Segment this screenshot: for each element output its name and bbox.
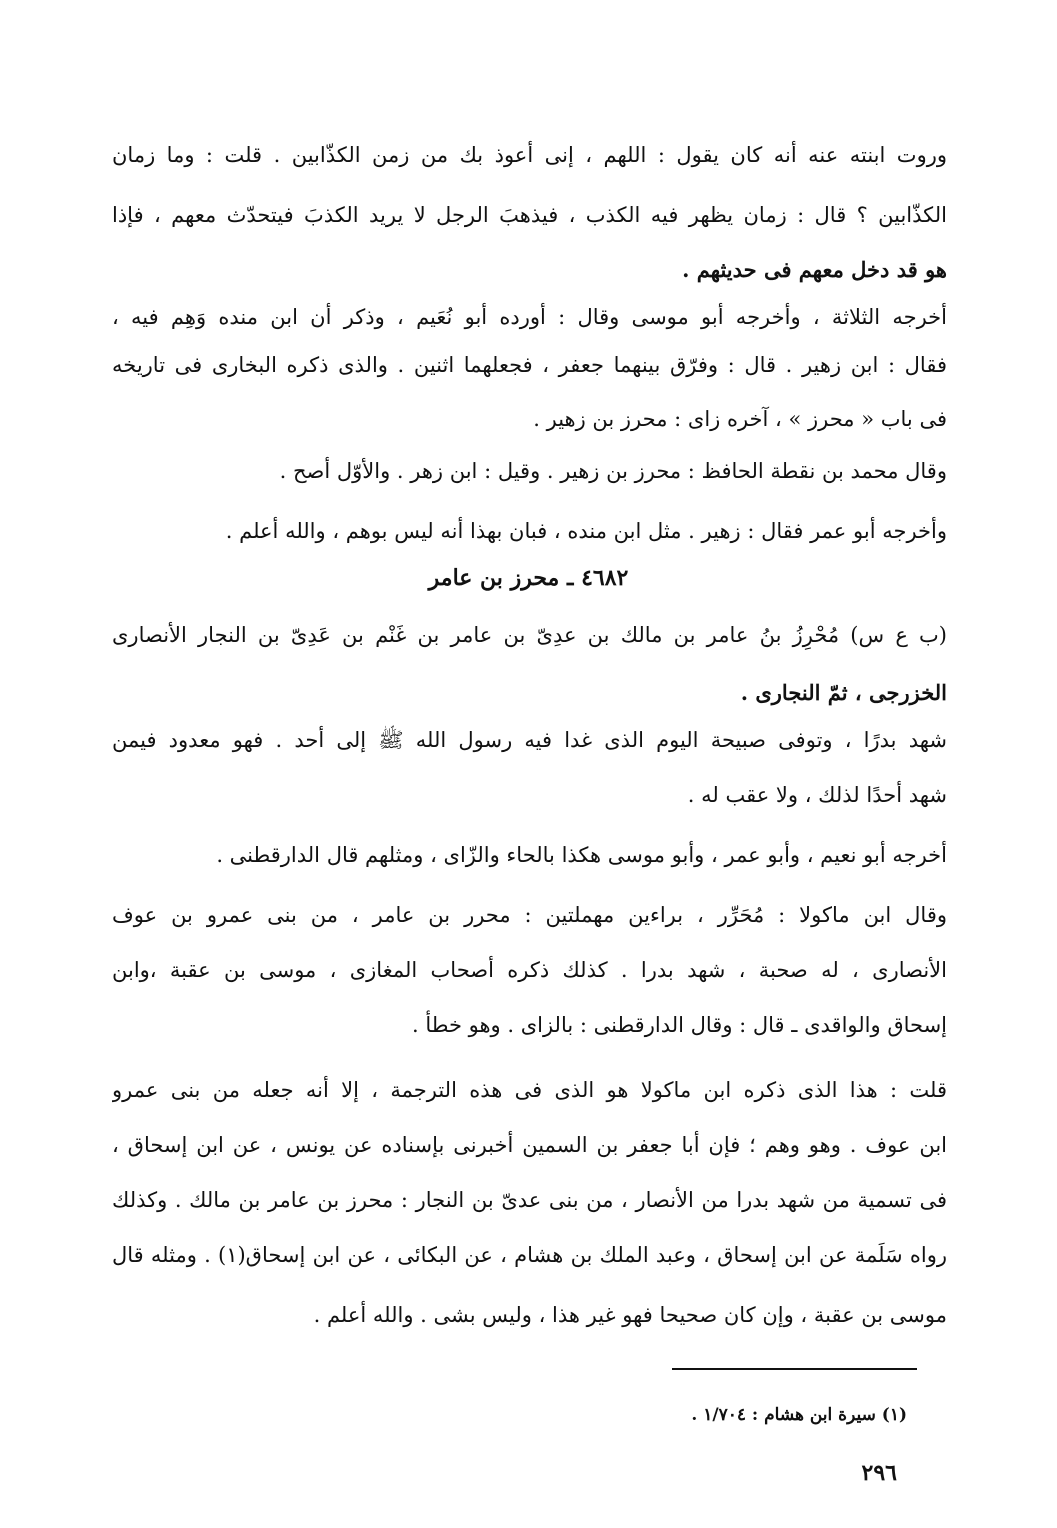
- text-line: الكذّابين ؟ قال : زمان يظهر فيه الكذب ، فيذهبَ الرجل لا يريد الكذبَ فيتحدّث معهم ، فإذا: [112, 203, 947, 227]
- text-line: شهد بدرًا ، وتوفى صبيحة اليوم الذى غدا فيه رسول الله ﷺ إلى أحد . فهو معدود فيمن: [112, 728, 947, 752]
- text-line: قلت : هذا الذى ذكره ابن ماكولا هو الذى فى هذه الترجمة ، إلا أنه جعله من بنى عمرو: [112, 1078, 947, 1102]
- text-line: وقال ابن ماكولا : مُحَرِّر ، براءين مهملتين : محرر بن عامر ، من بنى عمرو بن عوف: [112, 903, 947, 927]
- text-line: وقال محمد بن نقطة الحافظ : محرز بن زهير . وقيل : ابن زهر . والأوّل أصح .: [279, 459, 947, 483]
- text-line: ابن عوف . وهو وهم ؛ فإن أبا جعفر بن السمين أخبرنى بإسناده عن يونس ، عن ابن إسحاق ،: [112, 1133, 947, 1157]
- footnote-divider: [672, 1368, 917, 1370]
- text-line: وروت ابنته عنه أنه كان يقول : اللهم ، إنى أعوذ بك من زمن الكذّابين . قلت : وما زمان: [112, 143, 947, 167]
- text-line: الخزرجى ، ثمّ النجارى .: [740, 680, 947, 705]
- text-line: أخرجه الثلاثة ، وأخرجه أبو موسى وقال : أورده أبو نُعَيم ، وذكر أن ابن منده وَهِم فيه ،: [112, 305, 947, 329]
- entry-heading: ٤٦٨٢ ـ محرز بن عامر: [428, 565, 629, 591]
- footnote: (١) سيرة ابن هشام : ١/٧٠٤ .: [691, 1405, 907, 1425]
- page-number: ٢٩٦: [861, 1460, 897, 1486]
- text-line: هو قد دخل معهم فى حديثهم .: [682, 257, 947, 282]
- text-line: موسى بن عقبة ، وإن كان صحيحا فهو غير هذا ، وليس بشى . والله أعلم .: [313, 1303, 947, 1327]
- text-line: إسحاق والواقدى ـ قال : وقال الدارقطنى : بالزاى . وهو خطأ .: [411, 1013, 947, 1037]
- text-line: أخرجه أبو نعيم ، وأبو عمر ، وأبو موسى هكذا بالحاء والزّاى ، ومثلهم قال الدارقطنى .: [216, 843, 947, 867]
- text-line: شهد أحدًا لذلك ، ولا عقب له .: [687, 783, 947, 807]
- text-line: فى تسمية من شهد بدرا من الأنصار ، من بنى عدىّ بن النجار : محرز بن عامر بن مالك . وكذلك: [112, 1188, 947, 1212]
- text-line: رواه سَلَمة عن ابن إسحاق ، وعبد الملك بن هشام ، عن البكائى ، عن ابن إسحاق(١) . ومثله قال: [112, 1243, 947, 1267]
- text-line: فقال : ابن زهير . قال : وفرّق بينهما جعفر ، فجعلهما اثنين . والذى ذكره البخارى فى تاريخه: [112, 353, 947, 377]
- text-line: (ب ع س) مُحْرِزُ بنُ عامر بن مالك بن عدِىّ بن عامر بن غَنْم بن عَدِىّ بن النجار الأنصارى: [112, 623, 947, 647]
- text-line: فى باب « محرز » ، آخره زاى : محرز بن زهير .: [533, 407, 947, 431]
- text-line: وأخرجه أبو عمر فقال : زهير . مثل ابن منده ، فبان بهذا أنه ليس بوهم ، والله أعلم .: [225, 519, 947, 543]
- text-line: الأنصارى ، له صحبة ، شهد بدرا . كذلك ذكره أصحاب المغازى ، موسى بن عقبة ،وابن: [112, 958, 947, 982]
